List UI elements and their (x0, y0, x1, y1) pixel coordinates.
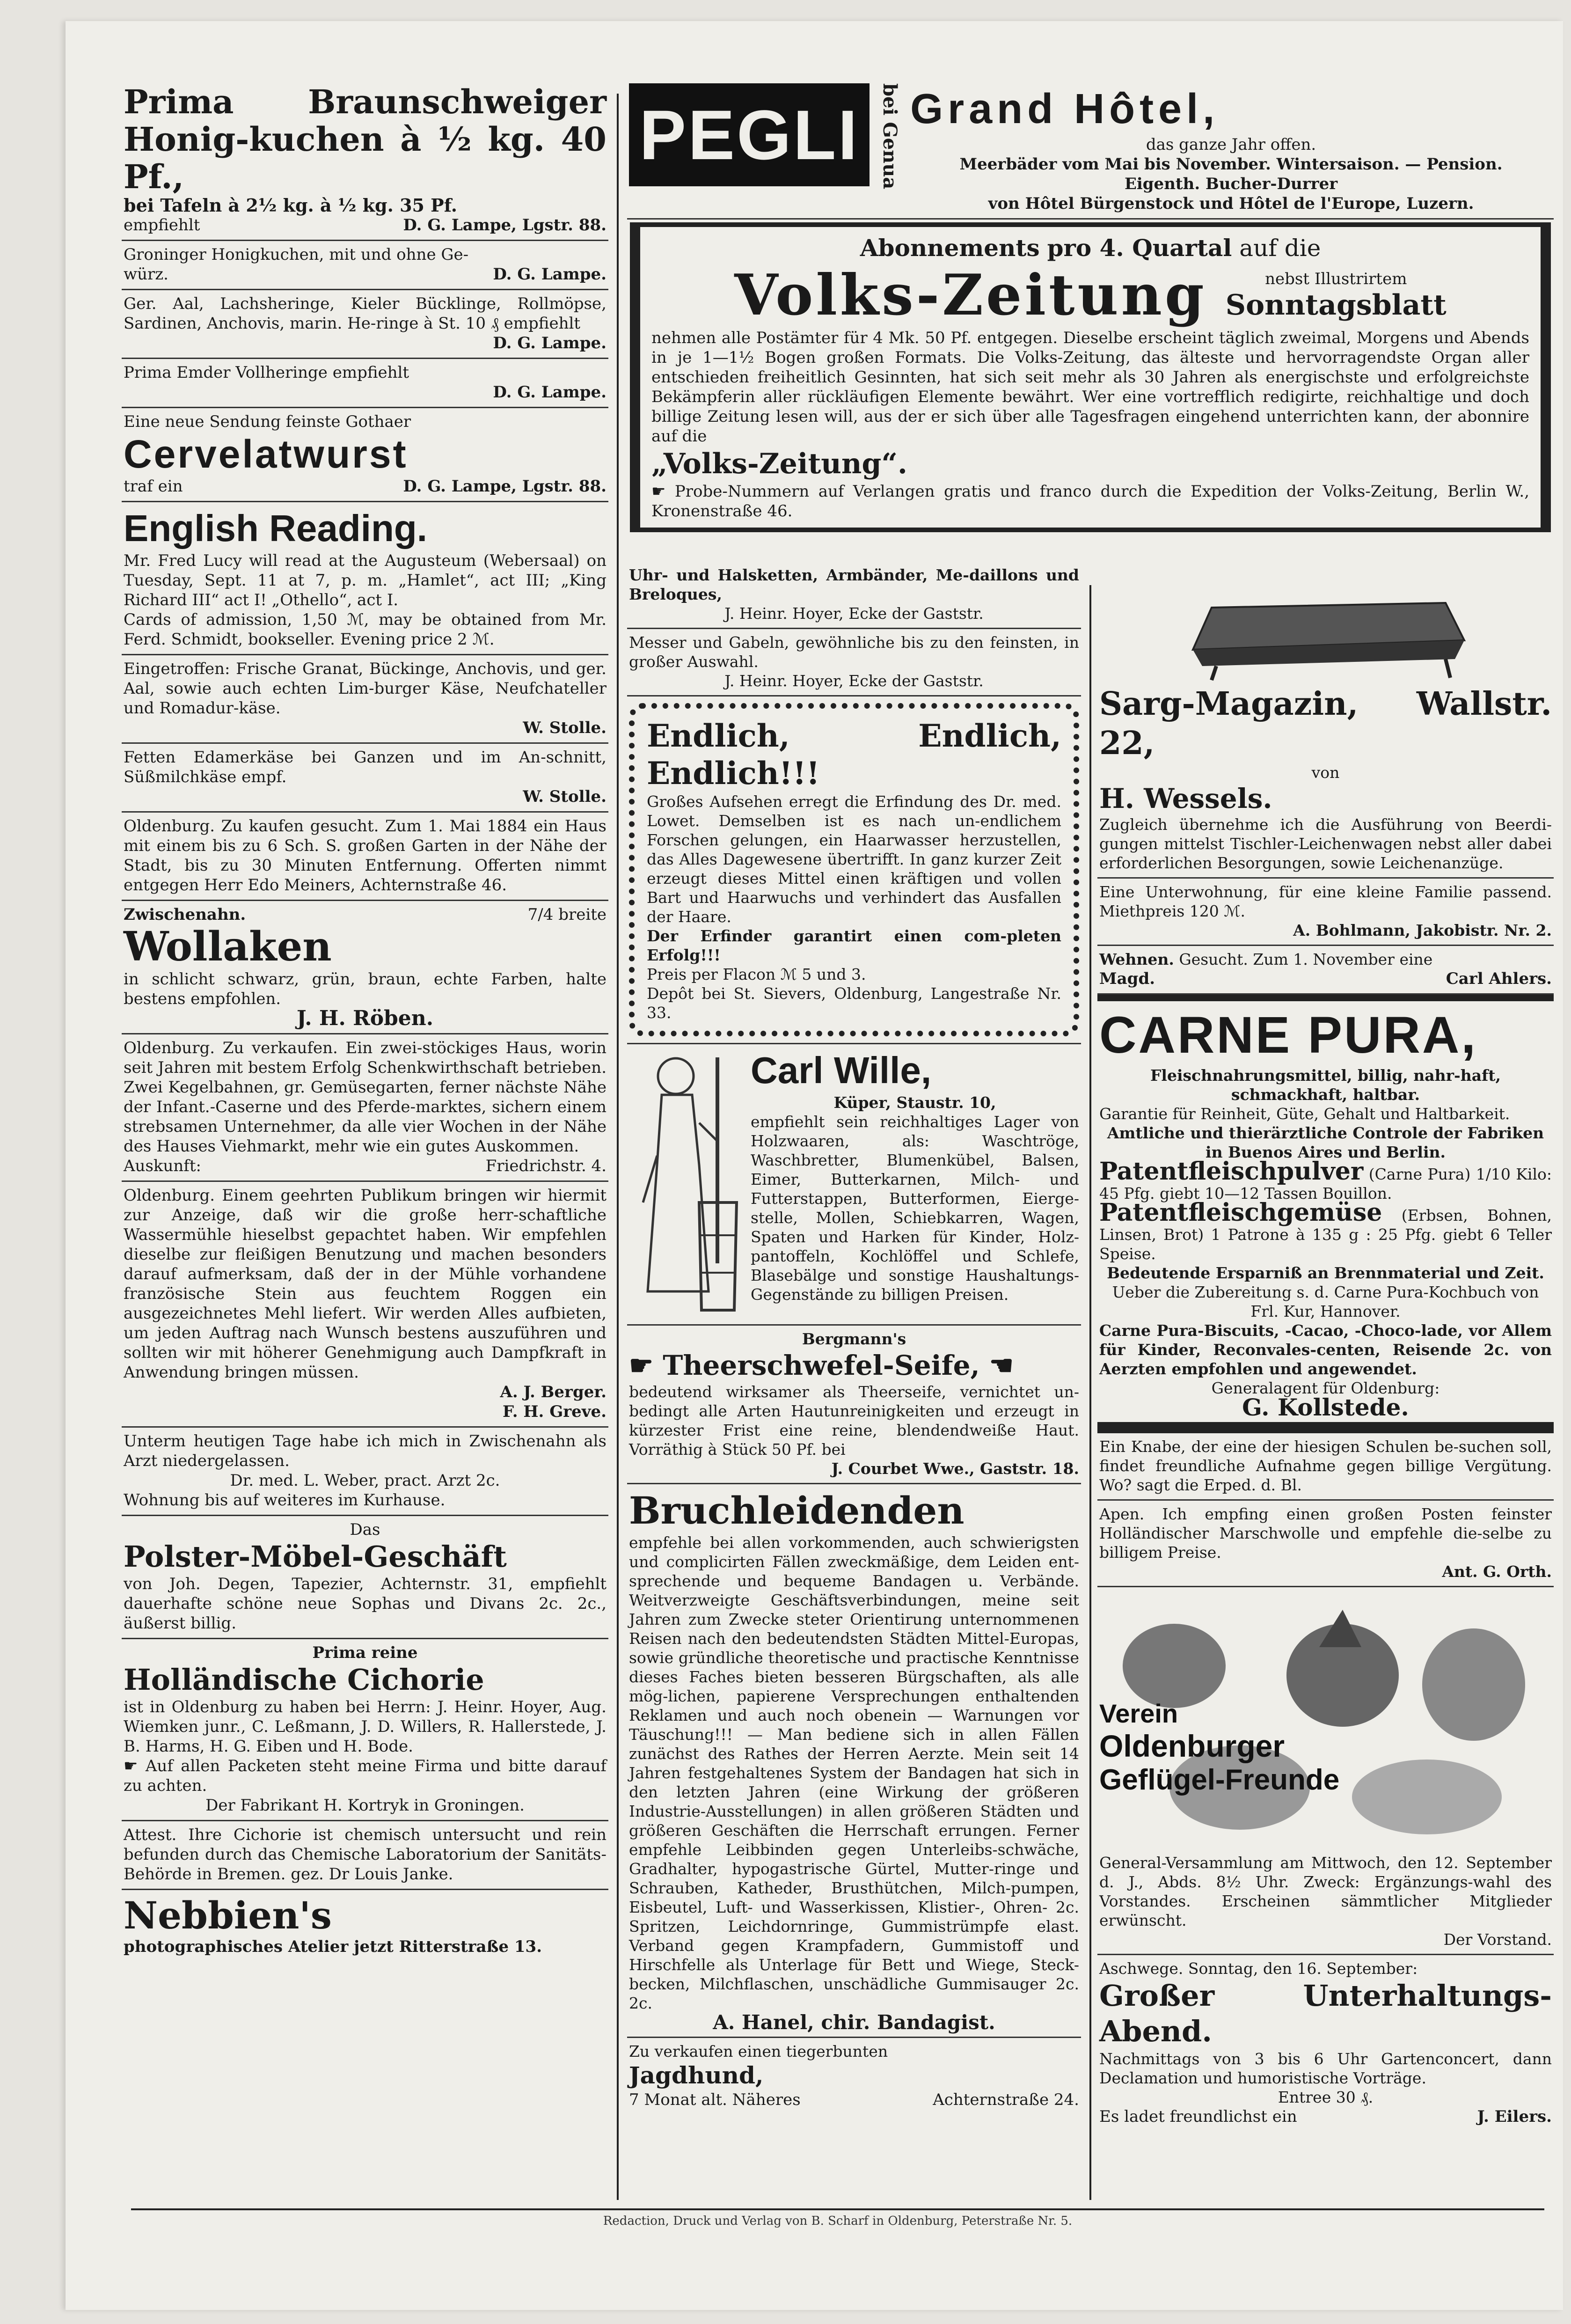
ad-line: Es ladet freundlichst ein (1099, 2107, 1297, 2126)
ad-line: Zwischenahn. (124, 905, 246, 924)
ad-title: Geflügel-Freunde (1099, 1764, 1340, 1796)
ad-signature: H. Wessels. (1099, 783, 1272, 814)
middle-column (627, 562, 1081, 2114)
ad-sarg-magazin (1097, 585, 1554, 879)
ad-signature: Der Vorstand. (1443, 1930, 1552, 1949)
ad-line: auf die (1239, 235, 1321, 262)
column-divider-right (1089, 585, 1091, 2200)
pegli-side-label: bei Genua (879, 83, 901, 190)
ad-title: Prima Braunschweiger Honig-kuchen à ½ kg. 40 Pf., (124, 82, 606, 196)
ad-line: Aschwege. Sonntag, den 16. September: (1099, 1959, 1418, 1978)
ad-carl-wille (627, 1044, 1081, 1326)
ad-title: Oldenburger (1099, 1729, 1285, 1763)
ad-signature: A. Bohlmann, Jakobistr. Nr. 2. (1293, 921, 1552, 939)
ad-text: ist in Oldenburg zu haben bei Herrn: J. Heinr. Hoyer, Aug. Wiemken junr., C. Leßmann, J. D. Willers, R. Hallerstede, J. B. Harms, H. G. Eiben und H. Bode. (124, 1698, 606, 1756)
ad-cichorie (122, 1639, 608, 1821)
ad-text: nehmen alle Postämter für 4 Mk. 50 Pf. entgegen. Dieselbe erscheint täglich zweimal, Morgens und Abends in je 1—1½ Bogen großen Formats. Die Volks-Zeitung, das älteste und hervorragendste Organ aller entschieden freiheitlich Gesinnten, hat sich seit mehr als 30 Jahren als energischste und erfolgreichste Bekämpferin aller rückläufigen Elemente bewährt. Wer eine vortrefflich redigirte, reichhaltige und doch billige Zeitung lesen will, aus der er sich über alle Tagesfragen eingehend unterrichten kann, der abonnire auf die (651, 329, 1529, 446)
ad-signature: A. J. Berger. (500, 1383, 606, 1401)
ad-signature: D. G. Lampe. (493, 383, 606, 402)
woman-churning-butter-illustration (629, 1048, 746, 1320)
coffin-illustration (1099, 589, 1556, 682)
ad-text: Unterm heutigen Tage habe ich mich in Zwischenahn als Arzt niedergelassen. (124, 1432, 606, 1470)
dotted-frame (629, 703, 1079, 1036)
ad-signature: A. Hanel, chir. Bandagist. (713, 2011, 995, 2034)
ad-stolle-kaese (122, 744, 608, 813)
ad-text: Attest. Ihre Cichorie ist chemisch untersucht und rein befunden durch das Chemische Laboratorium der Sanitäts-Behörde in Bremen. gez. Dr Louis Janke. (124, 1825, 606, 1884)
ad-carne-pura (1097, 995, 1554, 1429)
ad-pegli (627, 80, 1554, 220)
ad-signature: J. Eilers. (1477, 2107, 1552, 2126)
poultry-illustration (1099, 1591, 1552, 1853)
pointing-hand-icon: ☛ (651, 482, 666, 501)
ad-line: von Hôtel Bürgenstock und Hôtel de l'Europe, Luzern. (988, 194, 1474, 213)
ad-title: Cervelatwurst (124, 432, 408, 476)
ad-signature: Carl Ahlers. (1446, 969, 1552, 988)
pointing-hand-icon: ☛ (124, 1757, 138, 1775)
ad-line: empfiehlt (124, 216, 200, 235)
ad-line: Dr. med. L. Weber, pract. Arzt 2c. (230, 1471, 500, 1490)
ad-honigkuchen (122, 80, 608, 241)
ad-text: Auf allen Packeten steht meine Firma und bitte darauf zu achten. (124, 1757, 607, 1795)
ad-signature: J. Courbet Wwe., Gaststr. 18. (831, 1459, 1079, 1478)
ad-line: Meerbäder vom Mai bis November. Wintersaison. — Pension. (959, 155, 1503, 174)
right-sub-column (1097, 585, 1554, 2131)
ad-arzt (122, 1428, 608, 1516)
ad-line: Wehnen. (1099, 950, 1174, 968)
ad-line: Auskunft: (124, 1157, 201, 1175)
ad-title: Volks-Zeitung (734, 262, 1207, 328)
ad-signature: J. H. Röben. (296, 1006, 434, 1030)
ad-signature: D. G. Lampe. (493, 265, 606, 284)
ad-title: Großer Unterhaltungs-Abend. (1099, 1979, 1552, 2048)
ad-text: (Erbsen, Bohnen, Linsen, Brot) 1 Patrone à 135 g : 25 Pfg. giebt 6 Teller Speise. (1099, 1206, 1552, 1263)
ad-line: Eigenth. Bucher-Durrer (1124, 175, 1338, 193)
pointing-hand-icon: ☛ (629, 1349, 653, 1381)
ad-line: 7 Monat alt. Näheres (629, 2090, 801, 2109)
ad-unterhaltungs-abend (1097, 1955, 1554, 2131)
ad-title: Carl Wille, (751, 1049, 932, 1091)
ad-line: Wohnung bis auf weiteres im Kurhause. (124, 1491, 446, 1510)
ad-subtitle: Sonntagsblatt (1225, 289, 1447, 322)
ad-signature: J. Heinr. Hoyer, Ecke der Gaststr. (724, 672, 984, 690)
ad-line: Prima reine (312, 1643, 418, 1662)
ad-volks-zeitung (630, 222, 1551, 532)
ad-line: von (1311, 763, 1340, 782)
ad-signature: D. G. Lampe, Lgstr. 88. (403, 216, 606, 235)
ad-title: „Volks-Zeitung“. (651, 447, 907, 480)
pointing-hand-left-icon: ☚ (989, 1349, 1014, 1381)
ad-attest (122, 1821, 608, 1890)
ad-text: Fetten Edamerkäse bei Ganzen und im An-schnitt, Süßmilchkäse empf. (124, 748, 606, 786)
ad-line: Entree 30 ₰. (1278, 2088, 1374, 2106)
ad-text: Ger. Aal, Lachsheringe, Kieler Bücklinge, Rollmöpse, Sardinen, Anchovis, marin. He-ringe à St. 10 ₰ empfiehlt (124, 294, 606, 333)
ad-text: bedeutend wirksamer als Theerseife, vernichtet un-bedingt alle Arten Hautunreinigkeiten und erzeugt in kürzester Frist eine reine, blendendweiße Haut. Vorräthig à Stück 50 Pf. bei (629, 1383, 1079, 1459)
ad-hoyer-uhrketten (627, 562, 1081, 629)
ad-haus-gesucht (122, 813, 608, 901)
ad-signature: D. G. Lampe. (493, 334, 606, 352)
ad-text: Carne Pura-Biscuits, -Cacao, -Choco-lade, vor Allem für Kinder, Reconvales-centen, Reisende 2c. von Aerzten empfohlen und angewendet. (1099, 1321, 1552, 1378)
ad-groninger (122, 241, 608, 290)
ad-line: Eine neue Sendung feinste Gothaer (124, 412, 411, 431)
ad-title: Bruchleidenden (629, 1488, 965, 1532)
ad-text: Eingetroffen: Frische Granat, Bückinge, Anchovis, und ger. Aal, sowie auch echten Lim-burger Käse, Neufchateller und Romadur-käse. (124, 660, 606, 718)
ad-text: empfiehlt sein reichhaltiges Lager von Holzwaaren, als: Waschtröge, Waschbretter, Blumenkübel, Balsen, Eimer, Butterkarnen, Milch- und Futterstappen, Butterformen, Eierge-stelle, Mollen, Schiebkarren, Wagen, Spaten und Harken für Kinder, Holz-pantoffeln, Kochlöffel und Schlefe, Blasebälge und sonstige Haushaltungs-Gegenstände zu billigen Preisen. (751, 1113, 1079, 1304)
ad-knabe (1097, 1429, 1554, 1501)
left-column (122, 80, 608, 1961)
ad-line: Groninger Honigkuchen, mit und ohne Ge- (124, 245, 469, 264)
ad-line: 7/4 breite (527, 905, 606, 924)
ad-line: Garantie für Reinheit, Güte, Gehalt und Haltbarkeit. (1099, 1105, 1510, 1123)
ad-text: Großes Aufsehen erregt die Erfindung des Dr. med. Lowet. Demselben ist es nach un-endlichem Forschen gelungen, ein Haarwasser herzustellen, das Alles Dagewesene übertrifft. In ganz kurzer Zeit erzeugt dieses Mittel einen kräftigen und vollen Bart und Haarwuchs und verhindert das Ausfallen der Haare. (647, 792, 1061, 926)
ad-title: Grand Hôtel, (910, 86, 1220, 132)
ad-line: bei Tafeln à 2½ kg. à ½ kg. 35 Pf. (124, 195, 457, 216)
ad-line: nebst Illustrirtem (1265, 270, 1407, 288)
ad-text: photographisches Atelier jetzt Ritterstraße 13. (124, 1937, 542, 1956)
ad-line: Küper, Staustr. 10, (833, 1093, 996, 1112)
ad-text: Apen. Ich empfing einen großen Posten feinster Holländischer Marschwolle und empfehle die-selbe zu billigem Preise. (1099, 1505, 1552, 1562)
imprint-footer: Redaction, Druck und Verlag von B. Scharf in Oldenburg, Peterstraße Nr. 5. (131, 2208, 1544, 2228)
ad-unterwohnung (1097, 879, 1554, 946)
ad-text: Ein Knabe, der eine der hiesigen Schulen be-suchen soll, findet freundliche Aufnahme gegen billige Vergütung. Wo? sagt die Erped. d. Bl. (1099, 1437, 1552, 1494)
ad-line: Amtliche und thierärztliche Controle der Fabriken in Buenos Aires und Berlin. (1107, 1124, 1544, 1161)
ad-title: CARNE PURA, (1099, 1006, 1477, 1064)
ad-line: Fleischnahrungsmittel, billig, nahr-haft, schmackhaft, haltbar. (1150, 1066, 1501, 1104)
ad-line: Generalagent für Oldenburg: (1211, 1379, 1440, 1397)
ad-text: (Carne Pura) 1/10 Kilo: 45 Pfg. giebt 10—12 Tassen Bouillon. (1099, 1165, 1552, 1202)
ad-line: Bedeutende Ersparniß an Brennmaterial und Zeit. (1107, 1264, 1544, 1282)
ad-line: würz. (124, 265, 168, 284)
ad-text: Probe-Nummern auf Verlangen gratis und franco durch die Expedition der Volks-Zeitung, Berlin W., Kronenstraße 46. (651, 482, 1529, 521)
ad-title: English Reading. (124, 507, 427, 549)
pegli-logo: PEGLI (629, 83, 870, 186)
ad-wollaken (122, 901, 608, 1034)
ad-gefluegel-freunde (1097, 1587, 1554, 1955)
ad-line: Der Fabrikant H. Kortryk in Groningen. (205, 1796, 525, 1815)
ad-emder (122, 359, 608, 408)
ad-bruchleidenden (627, 1484, 1081, 2038)
ad-text: General-Versammlung am Mittwoch, den 12. September d. J., Abds. 8½ Uhr. Zweck: Ergänzungs-wahl des Vorstandes. Erscheinen sämmtlicher Mitglieder erwünscht. (1099, 1854, 1552, 1929)
ad-title: Sarg-Magazin, Wallstr. 22, (1099, 685, 1552, 762)
ad-line: traf ein (124, 477, 183, 496)
ad-polster (122, 1516, 608, 1639)
ad-line: Zu verkaufen einen tiegerbunten (629, 2042, 888, 2060)
ad-title: Holländische Cichorie (124, 1663, 484, 1697)
product-name: Patentfleischgemüse (1099, 1198, 1382, 1227)
ad-text: Nachmittags von 3 bis 6 Uhr Gartenconcert, dann Declamation und humoristische Vorträge. (1099, 2050, 1552, 2087)
ad-text: Uhr- und Halsketten, Armbänder, Me-daillons und Breloques, (629, 566, 1079, 603)
ad-text: Mr. Fred Lucy will read at the Augusteum (Webersaal) on Tuesday, Sept. 11 at 7, p. m. „Hamlet“, act III; „King Richard III“ act I! „Othello“, act I. (124, 551, 606, 609)
column-divider (617, 94, 619, 2200)
right-column (627, 80, 1554, 535)
ad-line: Prima Emder Vollheringe empfiehlt (124, 363, 409, 382)
ad-wassermuehle (122, 1182, 608, 1428)
ad-text: Der Erfinder garantirt einen com-pleten Erfolg!!! (647, 927, 1061, 964)
ad-line: das ganze Jahr offen. (1146, 135, 1316, 154)
ad-magd (1097, 946, 1554, 995)
ad-aal (122, 290, 608, 359)
ad-jagdhund (627, 2038, 1081, 2114)
ad-signature: W. Stolle. (523, 787, 606, 806)
ad-title: Verein (1099, 1699, 1178, 1728)
ad-english-reading (122, 502, 608, 655)
ad-stolle-fisch (122, 655, 608, 744)
ad-signature: F. H. Greve. (503, 1402, 606, 1421)
ad-hoyer-messer (627, 629, 1081, 696)
ad-text: Oldenburg. Einem geehrten Publikum bringen wir hiermit zur Anzeige, daß wir die große herr-schaftliche Wassermühle hieselbst gepachtet haben. Wir empfehlen dieselbe zur fleißigen Benutzung und machen besonders darauf aufmerksam, daß der in der Mühle vorhandene französische Stein aus feuchtem Roggen ein ausgezeichnetes Mehl liefert. Wir werden Alles aufbieten, um jeden Auftrag nach Wunsch bestens auszuführen und sollten wir mit höherer Genehmigung auch Dampfkraft in Anwendung bringen müssen. (124, 1186, 606, 1382)
ad-line: Das (350, 1520, 380, 1539)
ad-marschwolle (1097, 1501, 1554, 1587)
ad-title: Wollaken (124, 923, 332, 970)
ad-line: Preis per Flacon ℳ 5 und 3. (647, 965, 866, 983)
ad-text: von Joh. Degen, Tapezier, Achternstr. 31, empfiehlt dauerhafte schöne neue Sophas und Divans 2c. 2c., äußerst billig. (124, 1575, 606, 1633)
ad-text: Oldenburg. Zu kaufen gesucht. Zum 1. Mai 1884 ein Haus mit einem bis zu 6 Sch. S. großen Garten in der Nähe der Stadt, bis zu 30 Minuten Entfernung. Offerten nimmt entgegen Herr Edo Meiners, Achternstraße 46. (124, 817, 606, 894)
ad-haus-verkaufen (122, 1034, 608, 1182)
ad-text: Eine Unterwohnung, für eine kleine Familie passend. Miethpreis 120 ℳ. (1099, 883, 1552, 920)
ad-signature: Ant. G. Orth. (1442, 1562, 1552, 1581)
product-name: Patentfleischpulver (1099, 1157, 1364, 1186)
ad-title: Polster-Möbel-Geschäft (124, 1540, 507, 1574)
ad-line: Achternstraße 24. (933, 2090, 1079, 2109)
ad-line: Magd. (1099, 969, 1155, 988)
ad-haarwasser (627, 696, 1081, 1044)
ad-signature: D. G. Lampe, Lgstr. 88. (403, 477, 606, 496)
ad-text: empfehle bei allen vorkommenden, auch schwierigsten und complicirten Fällen zweckmäßige, dem Leiden ent-sprechende und bequeme Bandagen u. Verbände. Weitverzweigte Geschäftsverbindungen, meine seit Jahren zum Zwecke steter Orientirung unternommenen Reisen nach den bedeutendsten Städten Mittel-Europas, sowie gründliche theoretische und practische Kenntnisse dieses Faches bieten besseren Bürgschaften, als alle mög-lichen, papierene Versprechungen enthaltenden Reklamen und auch noch obenein — Warnungen vor Täuschung!!! — Man bediene sich in allen Fällen zunächst des Rathes der Herren Aerzte. Mein seit 14 Jahren festgehaltenes System der Bandagen hat sich in den letzten Jahren (eine Wirkung der größeren Industrie-Ausstellungen) in allen größeren Städten und größeren Geschäften die Herrschaft errungen. Ferner empfehle Leibbinden gegen Unterleibs-schwäche, Gradhalter, hypogastrische Gürtel, Mutter-ringe und Schrauben, Katheder, Brusthütchen, Milch-pumpen, Eisbeutel, Luft- und Wasserkissen, Klistier-, Ohren- 2c. Spritzen, Leichdornringe, Gummistrümpfe elast. Verband gegen Krampfadern, Gummistoff und Hirschfelle als Unterlage für Bett und Wiege, Steck-becken, Milchflaschen, unschädliche Gummisauger 2c. 2c. (629, 1533, 1079, 2012)
ad-text: Zugleich übernehme ich die Ausführung von Beerdi-gungen mittelst Tischler-Leichenwagen nebst aller dabei erforderlichen Besorgungen, sowie Leichenanzüge. (1099, 815, 1552, 872)
ad-signature: J. Heinr. Hoyer, Ecke der Gaststr. (724, 604, 984, 623)
ad-title: Jagdhund, (629, 2061, 764, 2089)
ad-line: Gesucht. Zum 1. November eine (1179, 950, 1433, 968)
ad-line: Depôt bei St. Sievers, Oldenburg, Langestraße Nr. 33. (647, 984, 1061, 1022)
ad-nebbien (122, 1890, 608, 1961)
ad-signature: W. Stolle. (523, 718, 606, 737)
ad-text: Oldenburg. Zu verkaufen. Ein zwei-stöckiges Haus, worin seit Jahren mit bestem Erfolg Schenkwirthschaft betrieben. Zwei Kegelbahnen, gr. Gemüsegarten, ferner nächste Nähe der Infant.-Caserne und des Pferde-marktes, sichern einem strebsamen Unternehmer, da alle vier Wochen in der Nähe des Hauses Viehmarkt, mehr wie ein gutes Auskommen. (124, 1039, 606, 1156)
ad-line: pro 4. Quartal (1047, 234, 1232, 262)
ad-signature: G. Kollstede. (1242, 1393, 1409, 1421)
ad-text: Messer und Gabeln, gewöhnliche bis zu den feinsten, in großer Auswahl. (629, 633, 1079, 671)
ad-theerschwefel-seife (627, 1326, 1081, 1484)
ad-text: Cards of admission, 1,50 ℳ, may be obtained from Mr. Ferd. Schmidt, bookseller. Evening price 2 ℳ. (124, 610, 606, 649)
ad-line: Abonnements (860, 234, 1040, 262)
ad-text: in schlicht schwarz, grün, braun, echte Farben, halte bestens empfohlen. (124, 970, 606, 1008)
ad-title: Endlich, Endlich, Endlich!!! (647, 718, 1061, 792)
ad-cervelatwurst (122, 408, 608, 502)
ad-title: Nebbien's (124, 1893, 332, 1937)
ad-title: Theerschwefel-Seife, (663, 1349, 980, 1381)
ad-line: Bergmann's (802, 1330, 906, 1348)
ad-line: Friedrichstr. 4. (485, 1157, 606, 1175)
ad-line: Ueber die Zubereitung s. d. Carne Pura-Kochbuch von Frl. Kur, Hannover. (1112, 1283, 1539, 1320)
